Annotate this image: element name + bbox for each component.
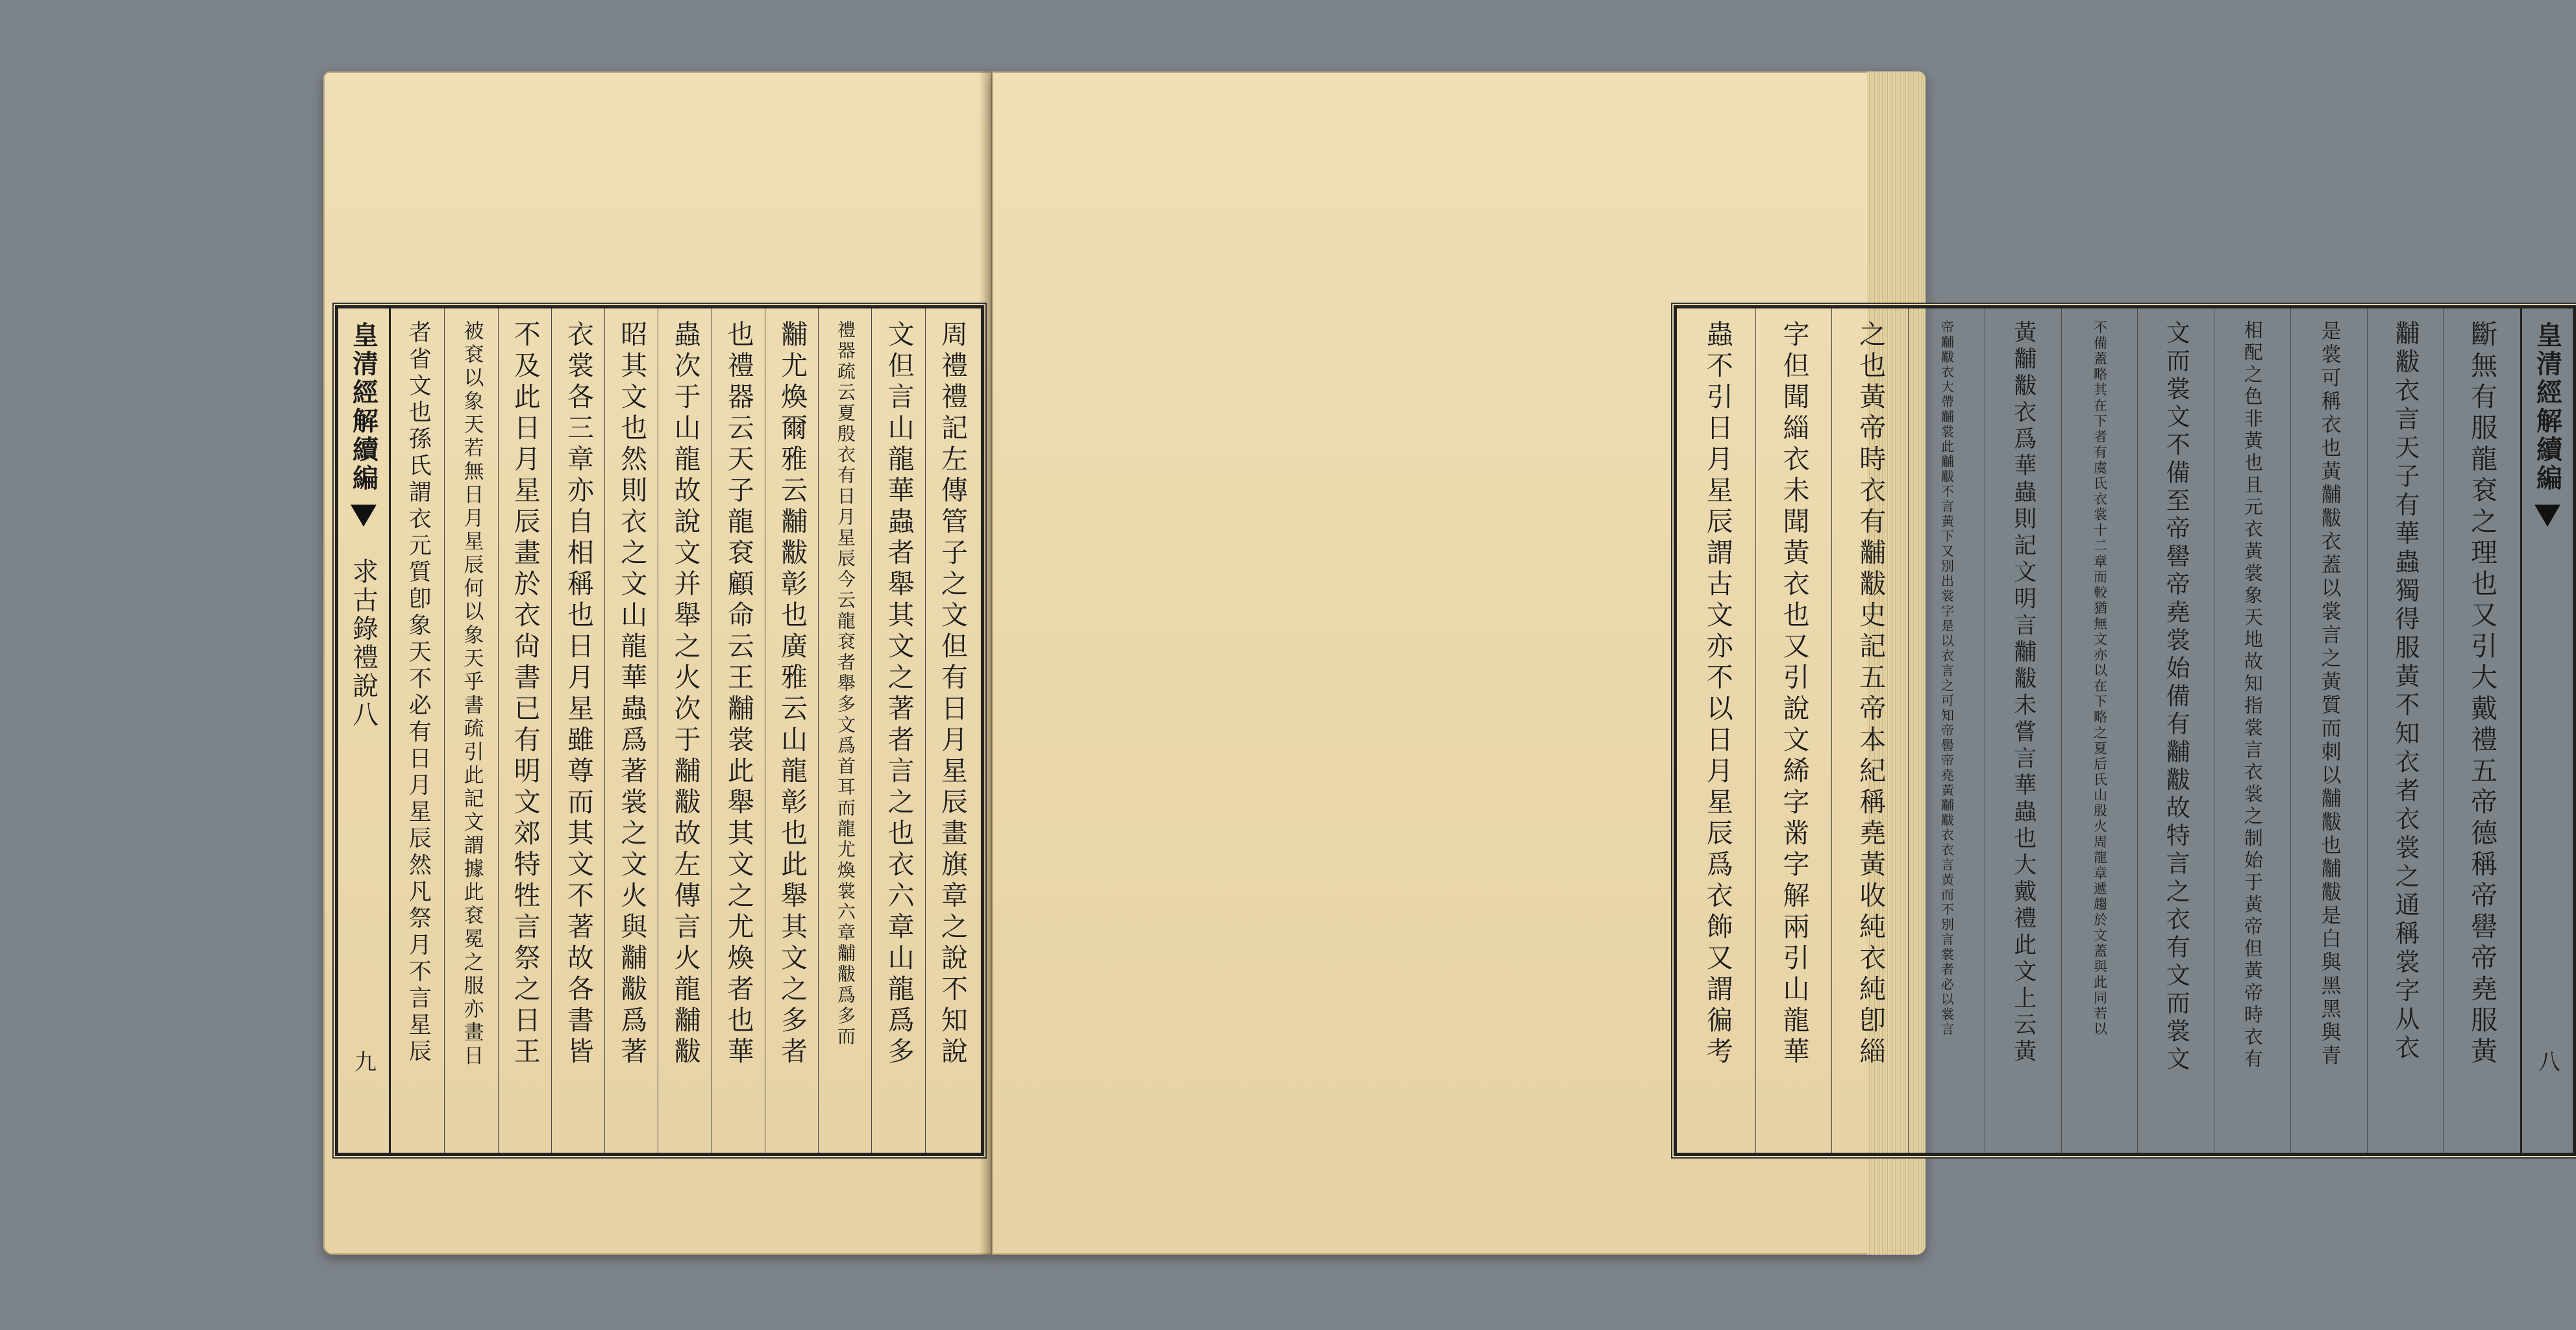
column-text: 帝黼黻衣大帶黼裳此黼黻不言黃下又別出裳字是以衣言之可知帝嚳帝堯黃黼黻衣衣言黃而不別言裳者必以裳言 (1938, 320, 1955, 1037)
column-text: 蟲不引日月星辰謂古文亦不以日月星辰爲衣飾又謂徧考 (1702, 320, 1733, 1068)
text-column (391, 308, 444, 1153)
left-section-title: 求古錄禮說八 (348, 558, 378, 729)
right-margin-strip (2520, 308, 2573, 1153)
right-running-title: 皇清經解續編 (2532, 321, 2563, 493)
text-column (1679, 308, 1755, 1153)
column-text: 文而裳文不備至帝嚳帝堯裳始備有黼黻故特言之衣有文而裳文 (2162, 320, 2190, 1074)
column-text: 字但聞緇衣未聞黃衣也又引說文絺字黹字解兩引山龍華 (1778, 320, 1810, 1068)
fishtail-ornament-icon (2534, 505, 2560, 527)
right-page (992, 71, 2563, 1255)
column-text: 不及此日月星辰畫於衣尙書已有明文郊特牲言祭之日王 (509, 320, 541, 1068)
column-text: 周禮禮記左傳管子之文但有日月星辰畫旗章之說不知說 (936, 320, 968, 1068)
text-column (498, 308, 551, 1153)
left-margin-strip (338, 308, 391, 1153)
text-column (925, 308, 978, 1153)
column-text: 蟲次于山龍故說文并舉之火次于黼黻故左傳言火龍黼黻 (669, 320, 701, 1068)
text-column (818, 308, 871, 1153)
text-column (1831, 308, 1908, 1153)
right-page-frame (1674, 305, 2576, 1156)
column-text: 黼黻衣言天子有華蟲獨得服黃不知衣者衣裳之通稱裳字从衣 (2390, 320, 2420, 1063)
text-column (2214, 308, 2290, 1153)
left-page-number: 九 (350, 1050, 377, 1075)
column-text: 是裳可稱衣也黃黼黻衣蓋以裳言之黃質而刺以黼黻也黼黻是白與黑黑與青 (2317, 320, 2341, 1068)
right-page-number: 八 (2534, 1050, 2560, 1075)
text-column (551, 308, 604, 1153)
text-column (604, 308, 658, 1153)
text-column (444, 308, 497, 1153)
left-page-frame (335, 305, 984, 1156)
text-column (2367, 308, 2444, 1153)
column-text: 禮器疏云夏殷衣有日月星辰今云龍袞者舉多文爲首耳而龍尤煥裳六章黼黻爲多而 (834, 320, 856, 1048)
column-text: 被袞以象天若無日月星辰何以象天乎書疏引此記文謂據此袞冕之服亦畫日 (460, 320, 484, 1068)
column-text: 不備蓋略其在下者有虞氏衣裳十二章而較猶無文亦以在下略之夏后氏山殷火周龍章遞趨於文蓋與此同若以 (2092, 320, 2108, 1037)
text-column (1908, 308, 1985, 1153)
column-text: 者省文也孫氏謂衣元質卽象天不必有日月星辰然凡祭月不言星辰 (405, 320, 432, 1066)
text-column (765, 308, 818, 1153)
text-column (658, 308, 711, 1153)
column-text: 斷無有服龍袞之理也又引大戴禮五帝德稱帝嚳帝堯服黃 (2466, 320, 2498, 1068)
text-column (2443, 308, 2520, 1153)
text-column (712, 308, 765, 1153)
column-text: 衣裳各三章亦自相稱也日月星雖尊而其文不著故各書皆 (563, 320, 594, 1068)
text-column (1755, 308, 1832, 1153)
column-text: 黃黼黻衣爲華蟲則記文明言黼黻未嘗言華蟲也大戴禮此文上云黃 (2010, 320, 2037, 1066)
text-column (1985, 308, 2061, 1153)
right-text-columns (1679, 308, 2520, 1153)
left-page (323, 71, 992, 1255)
column-text: 文但言山龍華蟲者舉其文之著者言之也衣六章山龍爲多 (883, 320, 915, 1068)
text-column (2061, 308, 2138, 1153)
column-text: 黼尤煥爾雅云黼黻彰也廣雅云山龍彰也此舉其文之多者 (776, 320, 808, 1068)
text-column (2137, 308, 2214, 1153)
text-column (2290, 308, 2367, 1153)
text-column (871, 308, 924, 1153)
column-text: 之也黃帝時衣有黼黻史記五帝本紀稱堯黃收純衣純卽緇 (1855, 320, 1887, 1068)
column-text: 相配之色非黃也且元衣黃裳象天地故知指裳言衣裳之制始于黃帝但黃帝時衣有 (2241, 320, 2264, 1071)
left-running-title: 皇清經解續編 (348, 321, 379, 493)
open-book (323, 71, 2563, 1255)
column-text: 也禮器云天子龍袞顧命云王黼裳此舉其文之尤煥者也華 (723, 320, 754, 1068)
fishtail-ornament-icon (351, 505, 377, 527)
left-text-columns (391, 308, 978, 1153)
column-text: 昭其文也然則衣之文山龍華蟲爲著裳之文火與黼黻爲著 (616, 320, 648, 1068)
